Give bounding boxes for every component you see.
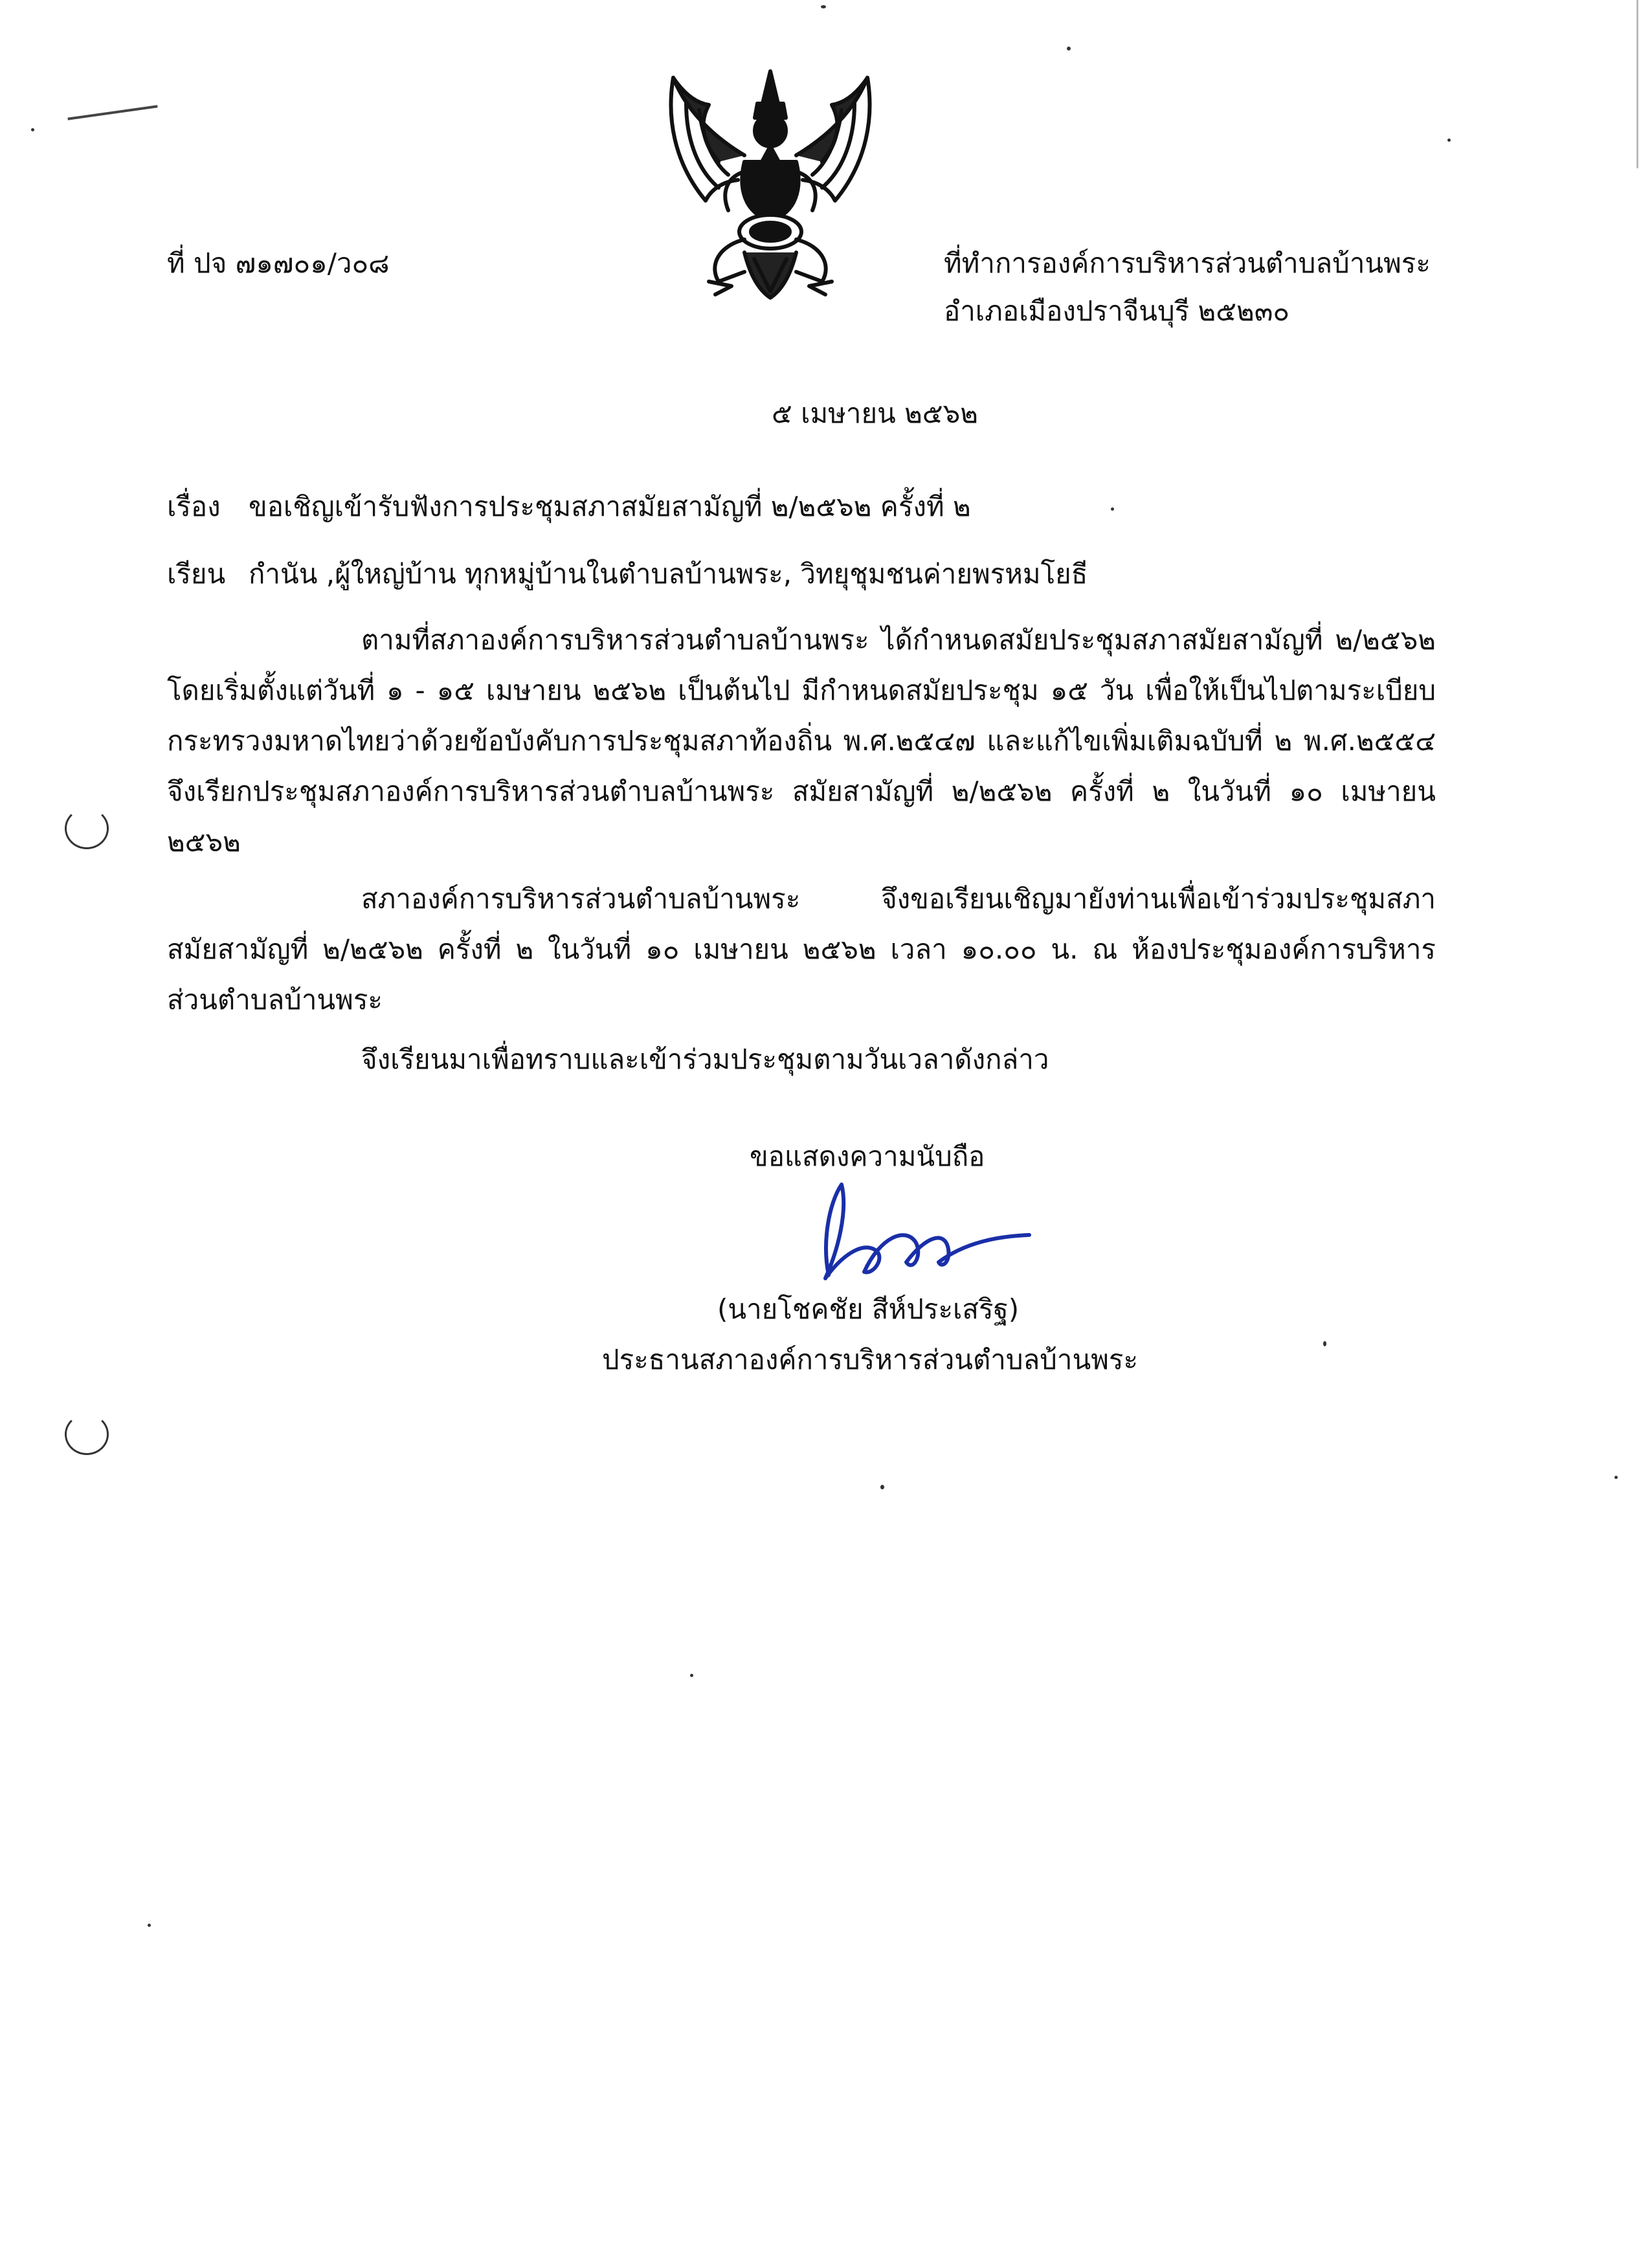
office-address-line-2: อำเภอเมืองปราจีนบุรี ๒๕๒๓๐ xyxy=(944,295,1290,327)
recipient-text: กำนัน ,ผู้ใหญ่บ้าน ทุกหมู่บ้านในตำบลบ้านพระ, วิทยุชุมชนค่ายพรหมโยธี xyxy=(249,558,1088,590)
body-paragraph-2 xyxy=(167,874,1436,1025)
scan-artifact-speck xyxy=(148,1924,151,1927)
punch-hole-mark xyxy=(65,1414,109,1455)
paragraph-2-line: สมัยสามัญที่ ๒/๒๕๖๒ ครั้งที่ ๒ ในวันที่ ๑๐ เมษายน ๒๕๖๒ เวลา ๑๐.๐๐ น. ณ ห้องประชุมองค์การบริหาร xyxy=(167,933,1436,965)
scan-artifact-line xyxy=(67,105,157,120)
scan-artifact-speck xyxy=(1067,47,1071,50)
scan-artifact-speck xyxy=(1447,139,1451,142)
paragraph-1-line: ๒๕๖๒ xyxy=(167,826,241,858)
subject-label: เรื่อง xyxy=(167,491,221,522)
paragraph-2-line: สภาองค์การบริหารส่วนตำบลบ้านพระ จึงขอเรียนเชิญมายังท่านเพื่อเข้าร่วมประชุมสภา xyxy=(361,883,1436,915)
scan-artifact-speck xyxy=(31,128,34,131)
signer-name: (นายโชคชัย สีห์ประเสริฐ) xyxy=(717,1293,1020,1325)
body-paragraph-1 xyxy=(167,615,1436,867)
paragraph-1-line: กระทรวงมหาดไทยว่าด้วยข้อบังคับการประชุมสภาท้องถิ่น พ.ศ.๒๕๔๗ และแก้ไขเพิ่มเติมฉบับที่ ๒ พ.ศ.๒๕๕๔ xyxy=(167,725,1436,757)
letter-date: ๕ เมษายน ๒๕๖๒ xyxy=(772,397,978,429)
signer-title: ประธานสภาองค์การบริหารส่วนตำบลบ้านพระ xyxy=(602,1344,1139,1375)
paragraph-1-line: ตามที่สภาองค์การบริหารส่วนตำบลบ้านพระ ได้กำหนดสมัยประชุมสภาสมัยสามัญที่ ๒/๒๕๖๒ xyxy=(361,624,1436,656)
garuda-emblem xyxy=(647,58,893,304)
salutation: ขอแสดงความนับถือ xyxy=(750,1140,985,1172)
paragraph-1-line: โดยเริ่มตั้งแต่วันที่ ๑ - ๑๕ เมษายน ๒๕๖๒ เป็นต้นไป มีกำหนดสมัยประชุม ๑๕ วัน เพื่อให้เป็นไปตามระเบียบ xyxy=(167,674,1436,706)
scan-artifact-speck xyxy=(1323,1341,1326,1346)
subject-text: ขอเชิญเข้ารับฟังการประชุมสภาสมัยสามัญที่ ๒/๒๕๖๒ ครั้งที่ ๒ xyxy=(249,491,971,522)
office-address-line-1: ที่ทำการองค์การบริหารส่วนตำบลบ้านพระ xyxy=(944,247,1431,279)
recipient-label: เรียน xyxy=(167,558,226,590)
signature-mark xyxy=(803,1165,1036,1295)
scan-artifact-speck xyxy=(690,1674,693,1677)
closing-sentence: จึงเรียนมาเพื่อทราบและเข้าร่วมประชุมตามวันเวลาดังกล่าว xyxy=(361,1043,1049,1075)
paragraph-1-line: จึงเรียกประชุมสภาองค์การบริหารส่วนตำบลบ้านพระ สมัยสามัญที่ ๒/๒๕๖๒ ครั้งที่ ๒ ในวันที่ ๑๐ เมษายน xyxy=(167,775,1436,807)
reference-number: ที่ ปจ ๗๑๗๐๑/ว๐๘ xyxy=(167,247,390,279)
paragraph-2-line: ส่วนตำบลบ้านพระ xyxy=(167,984,383,1016)
scan-artifact-speck xyxy=(880,1485,884,1489)
scan-artifact-speck xyxy=(821,5,826,8)
scan-artifact-speck xyxy=(1111,507,1114,511)
punch-hole-mark xyxy=(65,808,109,849)
scan-artifact-edge xyxy=(1636,0,1638,168)
scan-artifact-speck xyxy=(1614,1476,1618,1479)
